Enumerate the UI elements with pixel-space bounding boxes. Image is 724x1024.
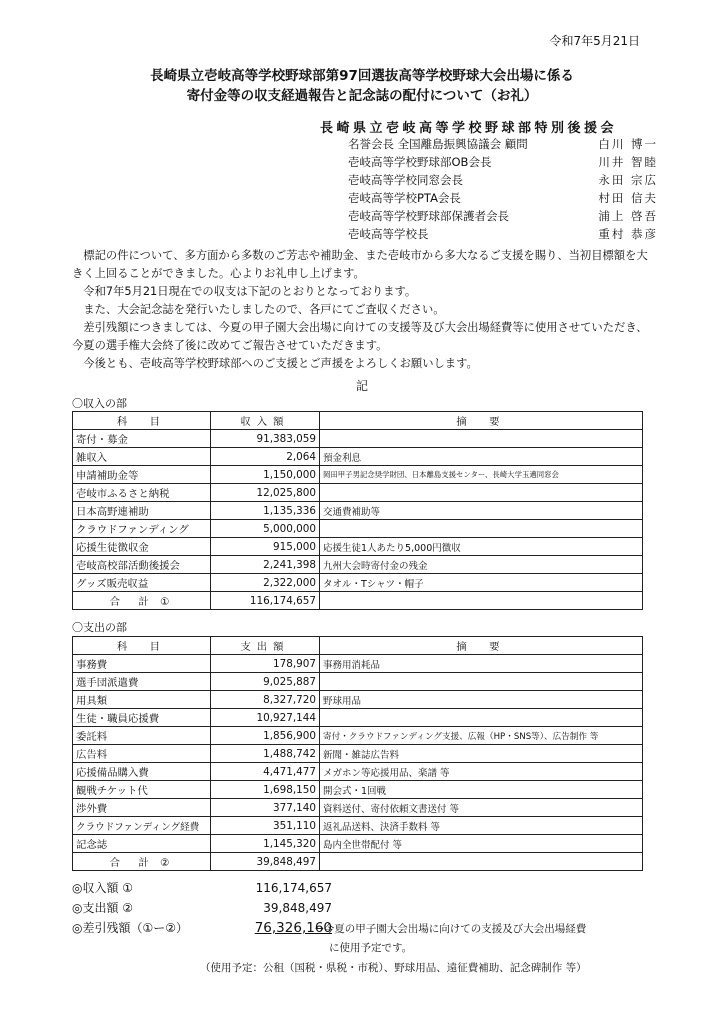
balance-note [315,920,586,958]
table-row [73,817,643,835]
row-item: グッズ販売収益 [73,574,211,592]
row-amount: 1,488,742 [211,745,320,763]
signatory-role: 壱岐高等学校同窓会長 [348,173,463,187]
table-row [73,502,643,520]
table-row [73,835,643,853]
signatory-name: 白川 博一 [598,137,658,151]
signatory-row [348,135,658,153]
signatory-name: 永田 宗広 [598,173,658,187]
row-item: 日本高野連補助 [73,502,211,520]
row-amount: 12,025,800 [211,484,320,502]
row-memo: 事務用消耗品 [320,655,643,673]
summary-balance-value: 76,326,160 [254,920,332,936]
signatory-row [348,225,658,243]
table-row [73,745,643,763]
row-memo: メガホン等応援用品、楽譜 等 [320,763,643,781]
row-item: 渉外費 [73,799,211,817]
paragraph: 差引残額につきましては、今夏の甲子園大会出場に向けての支援等及び大会出場経費等に使用させていただき、今夏の選手権大会終了後に改めてご報告させていただきます。 [72,321,648,352]
row-amount: 8,327,720 [211,691,320,709]
summary-expense-value: 39,848,497 [263,901,332,915]
row-amount: 2,322,000 [211,574,320,592]
column-header: 科 目 [73,412,211,430]
table-row [73,430,643,448]
row-memo: 応援生徒1人あたり5,000円徴収 [320,538,643,556]
income-section-heading: 〇収入の部 [72,397,127,410]
signatory-name: 村田 信夫 [598,191,658,205]
table-row [73,727,643,745]
row-amount: 1,150,000 [211,466,320,484]
table-total-row [73,853,643,871]
balance-note-line2: に使用予定です。 [329,942,413,954]
row-item: 委託料 [73,727,211,745]
paragraph: 標記の件について、多方面から多数のご芳志や補助金、また壱岐市から多大なるご支援を賜り、当初目標額を大きく上回ることができました。心よりお礼申し上げます。 [72,249,648,280]
signatory-row [348,171,658,189]
table-row [73,709,643,727]
row-item: 申請補助金等 [73,466,211,484]
table-row [73,799,643,817]
sender-organization: 長崎県立壱岐高等学校野球部特別後援会 [320,121,618,136]
column-header: 摘 要 [320,412,643,430]
signatory-role: 名誉会長 全国離島振興協議会 顧問 [348,137,528,151]
signatory-name: 重村 恭彦 [598,227,658,241]
paragraph: また、大会記念誌を発行いたしましたので、各戸にてご査収ください。 [72,303,445,316]
row-item: 寄付・募金 [73,430,211,448]
row-memo [320,520,643,538]
table-row [73,691,643,709]
summary-balance [72,918,332,938]
row-item: 記念誌 [73,835,211,853]
row-amount: 2,064 [211,448,320,466]
total-memo [320,592,643,610]
table-row [73,655,643,673]
row-memo [320,709,643,727]
row-item: 広告料 [73,745,211,763]
table-row [73,574,643,592]
row-amount: 4,471,477 [211,763,320,781]
row-amount: 2,241,398 [211,556,320,574]
row-amount: 1,698,150 [211,781,320,799]
signatory-role: 壱岐高等学校長 [348,227,429,241]
signatory-role: 壱岐高等学校PTA会長 [348,191,461,205]
usage-note: （使用予定：公租（国税・県税・市税）、野球用品、遠征費補助、記念碑制作 等） [200,962,587,974]
table-row [73,763,643,781]
row-memo: 野球用品 [320,691,643,709]
summary-income-value: 116,174,657 [255,881,332,895]
table-total-row [73,592,643,610]
expense-section-heading: 〇支出の部 [72,621,127,634]
summary-income [72,878,332,898]
paragraph: 今後とも、壱岐高等学校野球部へのご支援とご声援をよろしくお願いします。 [72,357,478,370]
row-memo: 交通費補助等 [320,502,643,520]
income-table [72,411,643,610]
row-amount: 351,110 [211,817,320,835]
summary-balance-label: ◎差引残額（①ー②） [72,921,188,935]
row-item: 壱岐高校部活動後援会 [73,556,211,574]
table-row [73,484,643,502]
total-label: 合 計 ② [73,853,211,871]
row-memo [320,484,643,502]
table-row [73,781,643,799]
row-memo: 預金利息 [320,448,643,466]
signatory-name: 浦上 啓吾 [598,209,658,223]
row-memo: タオル・Tシャツ・帽子 [320,574,643,592]
row-memo: 寄付・クラウドファンディング支援、広報（HP・SNS等）、広告制作 等 [320,727,643,745]
row-amount: 10,927,144 [211,709,320,727]
table-row [73,556,643,574]
row-amount: 5,000,000 [211,520,320,538]
table-row [73,538,643,556]
total-label: 合 計 ① [73,592,211,610]
row-amount: 1,145,320 [211,835,320,853]
row-item: 応援生徒徴収金 [73,538,211,556]
table-header-row [73,412,643,430]
row-memo: 新聞・雑誌広告料 [320,745,643,763]
balance-note-line1: →今夏の甲子園大会出場に向けての支援及び大会出場経費 [315,923,587,935]
signatory-row [348,207,658,225]
row-item: 観戦チケット代 [73,781,211,799]
row-amount: 91,383,059 [211,430,320,448]
row-item: クラウドファンディング経費 [73,817,211,835]
table-header-row [73,637,643,655]
document-date: 令和7年5月21日 [549,34,640,48]
table-row [73,466,643,484]
row-item: 選手団派遣費 [73,673,211,691]
row-memo: 九州大会時寄付金の残金 [320,556,643,574]
summary-income-label: ◎収入額 ① [72,881,134,895]
row-memo [320,673,643,691]
row-memo: 島内全世帯配付 等 [320,835,643,853]
expense-table [72,636,643,871]
summary-expense [72,898,332,918]
summary-expense-label: ◎支出額 ② [72,901,134,915]
document-title-line2: 寄付金等の収支経過報告と記念誌の配付について（お礼） [186,88,538,104]
table-row [73,673,643,691]
ki-heading: 記 [355,379,368,393]
row-memo: 資料送付、寄付依頼文書送付 等 [320,799,643,817]
table-row [73,448,643,466]
body-text [72,247,652,373]
row-item: 壱岐市ふるさと納税 [73,484,211,502]
row-amount: 9,025,887 [211,673,320,691]
document-title-line1: 長崎県立壱岐高等学校野球部第97回選抜高等学校野球大会出場に係る [150,68,574,84]
table-row [73,520,643,538]
row-item: 事務費 [73,655,211,673]
column-header: 摘 要 [320,637,643,655]
total-amount: 39,848,497 [211,853,320,871]
row-memo: 岡田甲子男記念奨学財団、日本離島支援センター、長崎大学玉邁同窓会 [320,466,643,484]
row-memo: 開会式・1回戦 [320,781,643,799]
row-item: 生徒・職員応援費 [73,709,211,727]
total-amount: 116,174,657 [211,592,320,610]
paragraph: 令和7年5月21日現在での収支は下記のとおりとなっております。 [72,285,417,298]
row-item: 応援備品購入費 [73,763,211,781]
column-header: 支出額 [211,637,320,655]
row-amount: 1,135,336 [211,502,320,520]
column-header: 収入額 [211,412,320,430]
signatory-row [348,153,658,171]
signatory-row [348,189,658,207]
row-item: クラウドファンディング [73,520,211,538]
signatory-role: 壱岐高等学校野球部保護者会長 [348,209,509,223]
signatory-name: 川井 智睦 [598,155,658,169]
row-amount: 915,000 [211,538,320,556]
row-memo: 返礼品送料、決済手数料 等 [320,817,643,835]
column-header: 科 目 [73,637,211,655]
row-amount: 178,907 [211,655,320,673]
row-memo [320,430,643,448]
row-item: 雑収入 [73,448,211,466]
row-amount: 377,140 [211,799,320,817]
total-memo [320,853,643,871]
row-amount: 1,856,900 [211,727,320,745]
signatory-role: 壱岐高等学校野球部OB会長 [348,155,492,169]
row-item: 用具類 [73,691,211,709]
